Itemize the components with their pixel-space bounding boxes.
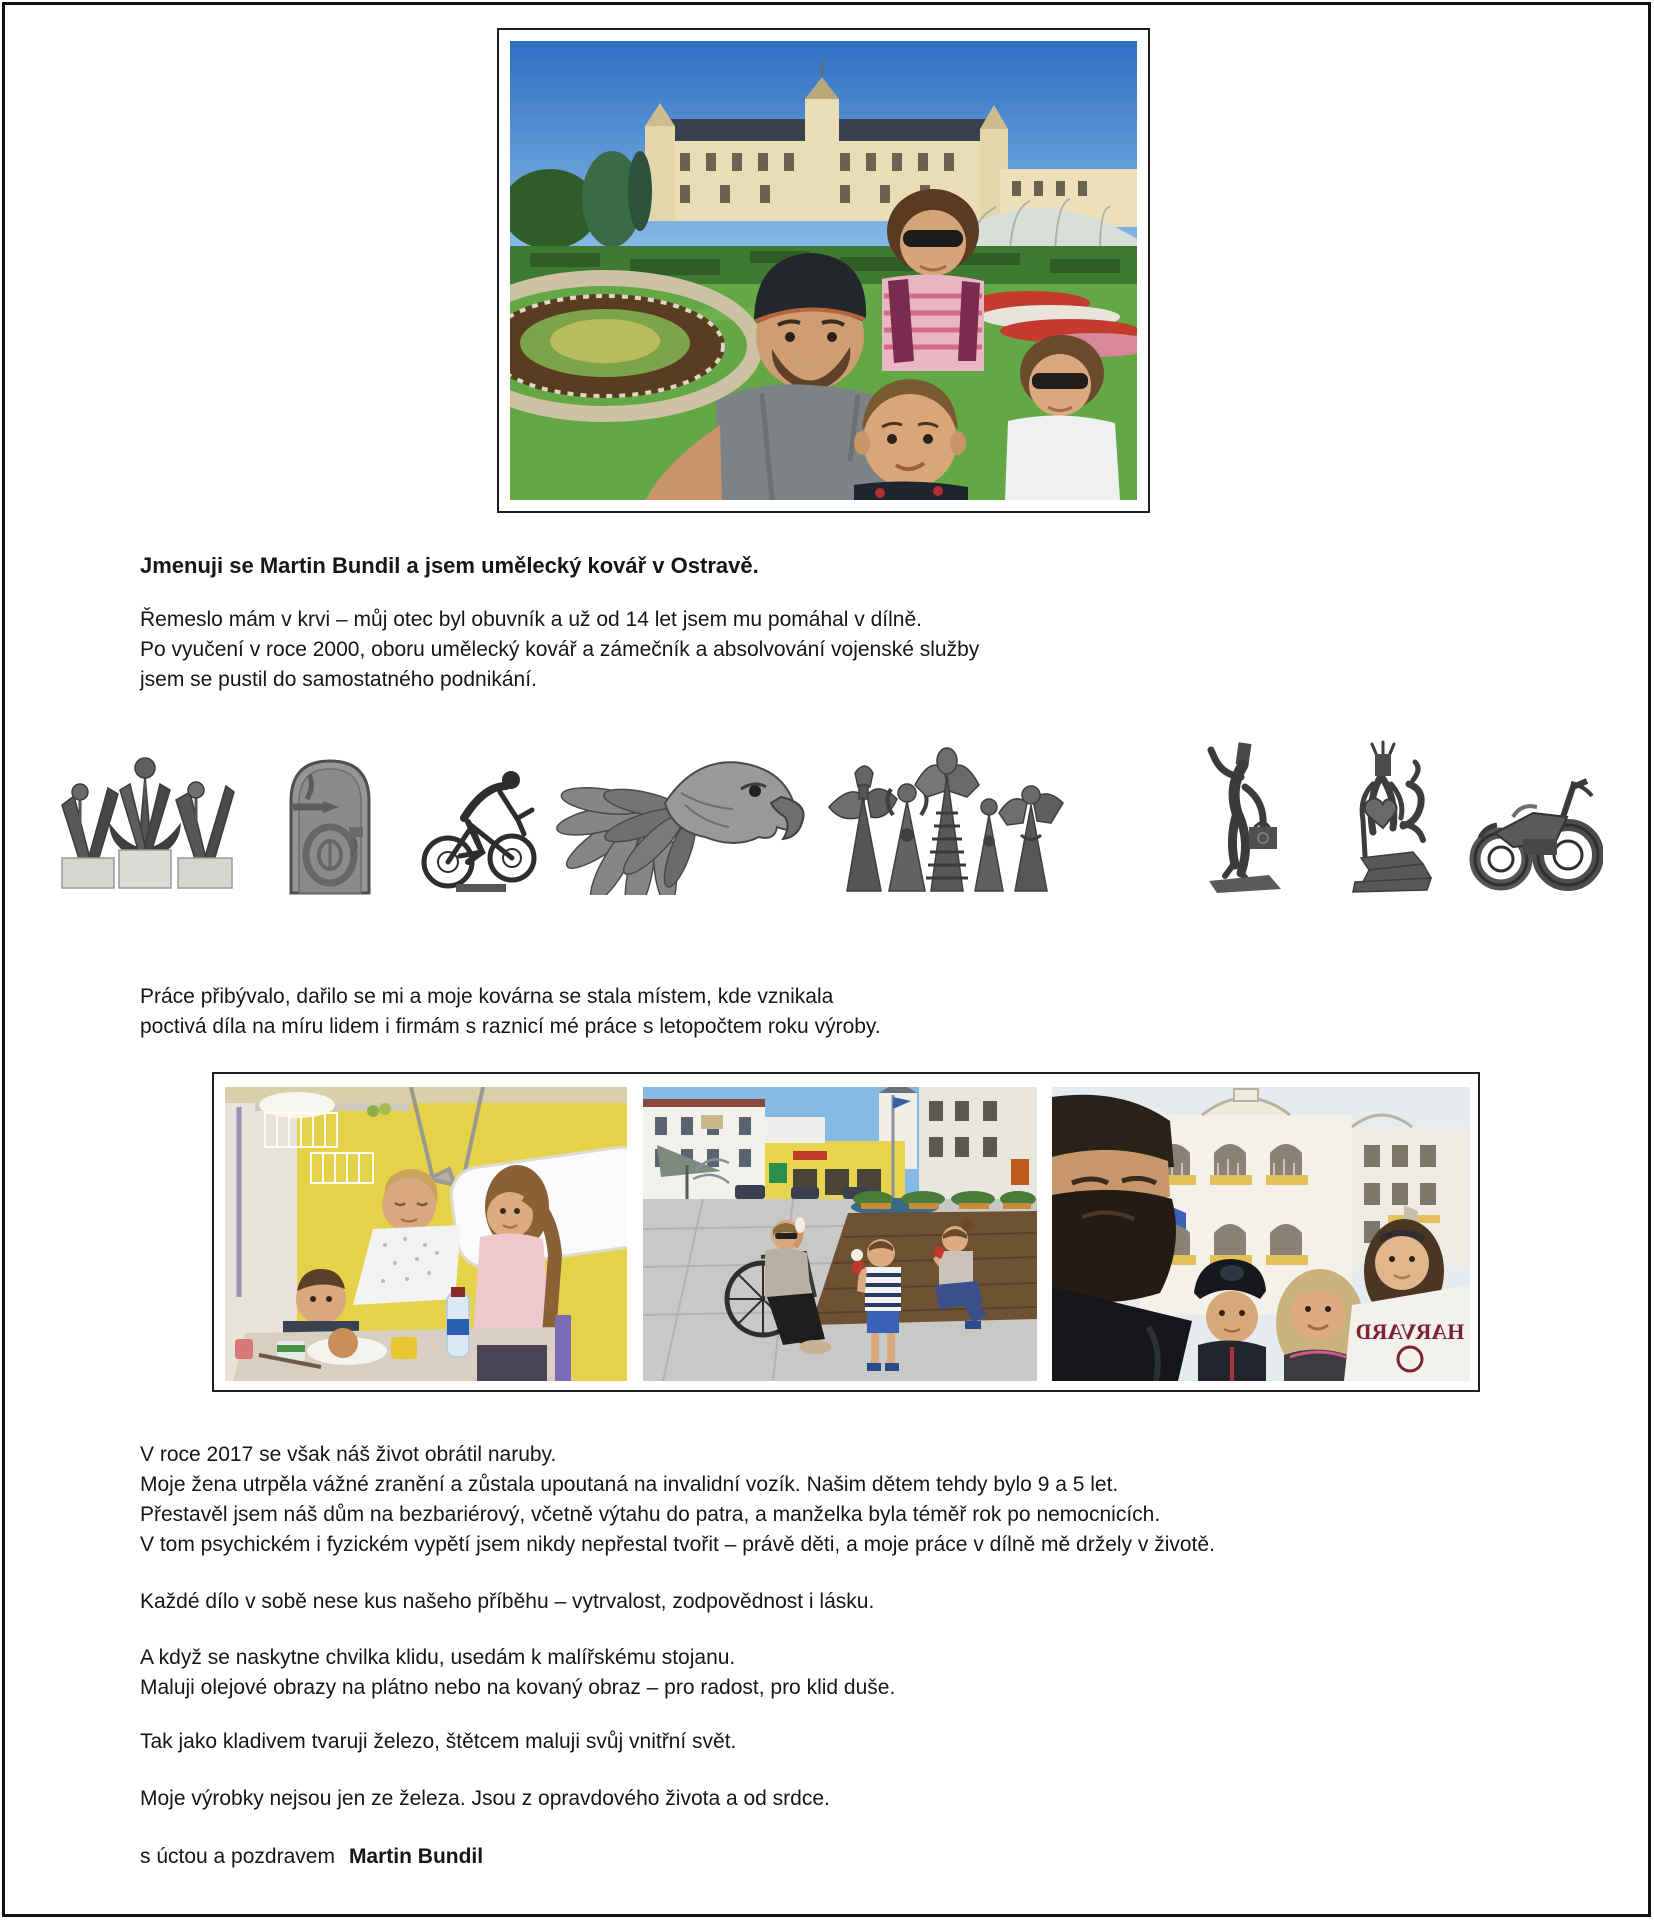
text-line: A když se naskytne chvilka klidu, usedám k malířskému stojanu. (140, 1646, 736, 1669)
text-line: V tom psychickém i fyzickém vypětí jsem nikdy nepřestal tvořit – právě děti, a moje práce v dílně mě držely v životě. (140, 1533, 1215, 1556)
cyclist-sculpture-image (420, 760, 540, 895)
text-line: Po vyučení v roce 2000, oboru umělecký kovář a zámečník a absolvování vojenské služby (140, 638, 980, 661)
message-legacy: Každé dílo v sobě nese kus našeho příběhu – vytrvalost, zodpovědnost i lásku. (140, 1590, 875, 1613)
signature-prefix: s úctou a pozdravem (140, 1845, 335, 1868)
page-title: Jmenuji se Martin Bundil a jsem umělecký kovář v Ostravě. (140, 553, 759, 578)
eagle-head-sculpture-image (545, 745, 810, 895)
top-photo-frame (497, 28, 1150, 513)
photo-strip-frame (212, 1072, 1480, 1392)
text-line: Maluji olejové obrazy na plátno nebo na kovaný obraz – pro radost, pro klid duše. (140, 1676, 896, 1699)
text-line: Přestavěl jsem náš dům na bezbariérový, včetně výtahu do patra, a manželka byla téměř rok po nemocnicích. (140, 1503, 1161, 1526)
svg-text:HARVARD: HARVARD (1355, 1319, 1465, 1344)
seated-figures-sculpture-image (1343, 740, 1437, 895)
hotel-selfie-photo (1052, 1087, 1470, 1381)
message-hammer-brush: Tak jako kladivem tvaruji železo, štětcem maluji svůj vnitřní svět. (140, 1730, 737, 1753)
paragraph-painting (140, 1643, 895, 1703)
paragraph-story (140, 1440, 1215, 1560)
trophies-sculpture-image (50, 730, 240, 895)
text-line: Moje žena utrpěla vážné zranění a zůstala upoutaná na invalidní vozík. Našim dětem tehdy bylo 9 a 5 let. (140, 1473, 1119, 1496)
message-products: Moje výrobky nejsou jen ze železa. Jsou z opravdového života a od srdce. (140, 1787, 830, 1810)
motorcycle-sculpture-image (1467, 755, 1603, 895)
paragraph-intro (140, 605, 979, 695)
iron-door-image (283, 755, 377, 895)
hospital-photo (225, 1087, 627, 1381)
signature-name: Martin Bundil (348, 1845, 484, 1868)
sculpture-gallery-row (0, 698, 1654, 900)
town-square-photo (643, 1087, 1037, 1381)
briefcase-figure-sculpture-image (1193, 735, 1293, 895)
text-line: poctivá díla na míru lidem i firmám s raznicí mé práce s letopočtem roku výroby. (140, 1015, 881, 1038)
paragraph-work (140, 982, 881, 1042)
text-line: jsem se pustil do samostatného podnikání. (140, 668, 537, 691)
text-line: Řemeslo mám v krvi – můj otec byl obuvník a už od 14 let jsem mu pomáhal v dílně. (140, 608, 923, 631)
text-line: Práce přibývalo, dařilo se mi a moje kovárna se stala místem, kde vznikala (140, 985, 834, 1008)
family-selfie-castle-photo (510, 41, 1137, 500)
text-line: V roce 2017 se však náš život obrátil naruby. (140, 1443, 557, 1466)
angels-sculpture-image (823, 735, 1067, 895)
signature (140, 1842, 483, 1872)
